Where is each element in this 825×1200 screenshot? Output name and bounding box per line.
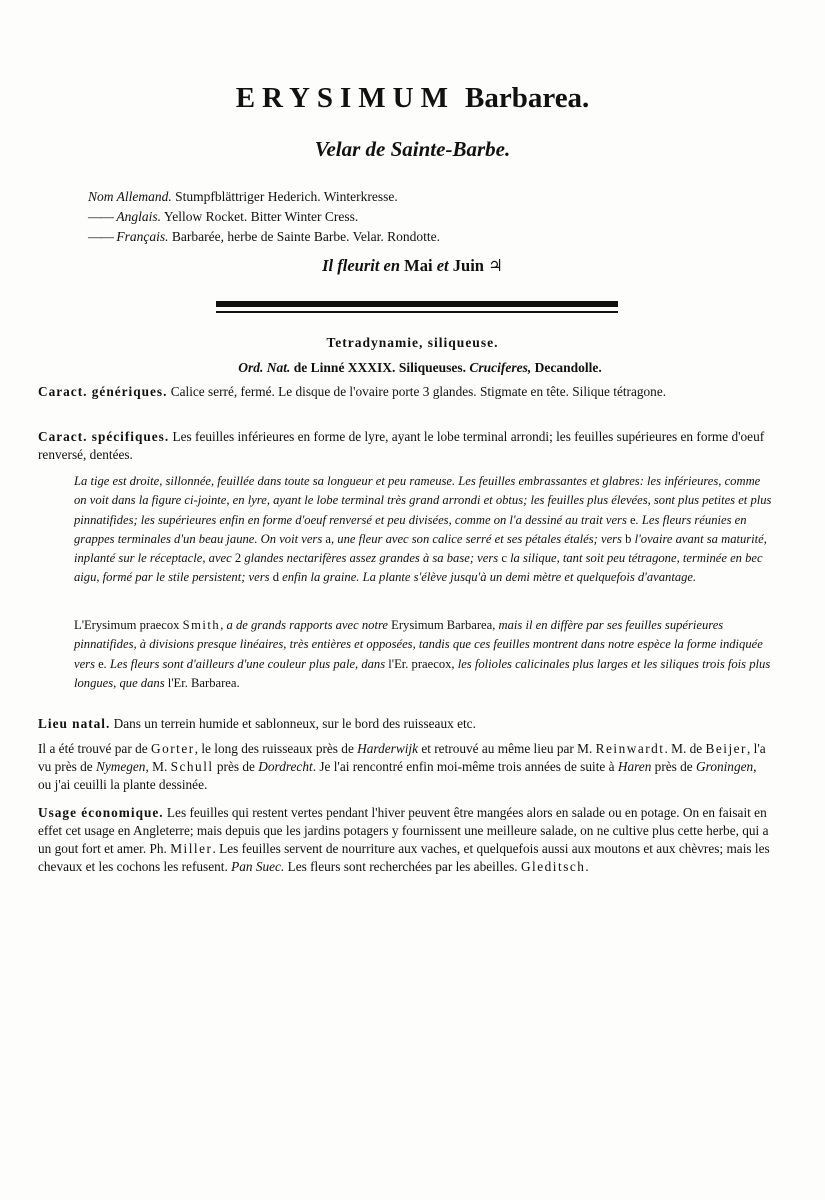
ditto-dash: —— (88, 209, 113, 224)
person-name: Schull (170, 759, 214, 774)
specific-text: Les feuilles inférieures en forme de lyre, ayant le lobe terminal arrondi; les feuilles supérieures en forme d'oeuf renversé, dentées. (38, 429, 765, 462)
divider-rule (216, 311, 618, 313)
order-abbr: Ord. Nat. (238, 360, 291, 375)
plant-description (74, 472, 772, 588)
citation: Pan Suec. (231, 859, 285, 874)
comparison-text: , a de grands rapports avec notre (220, 618, 388, 632)
common-name-row (88, 207, 440, 227)
place-name: Groningen (696, 759, 754, 774)
author-name: Smith (182, 618, 221, 632)
generic-label: Caract. génériques. (38, 384, 168, 399)
common-name-row (88, 227, 440, 247)
person-name: Reinwardt (595, 741, 665, 756)
classification: Tetradynamie, siliqueuse. (326, 335, 499, 350)
usage-text: . Les feuilles servent de nourriture aux vaches, et quelquefois aussi aux moutons et aux chèvres; mais les chevaux et les cochons les refusent. (38, 841, 770, 874)
description-text: enfin la graine. La plante s'élève jusqu'à un demi mètre et quelquefois d'avantage. (282, 570, 697, 585)
person-name: Beijer (705, 741, 747, 756)
order-siliqueuses: Siliqueuses. (398, 360, 466, 375)
description-text: l'ovaire avant sa maturité, inplanté sur le réceptacle, avec (74, 531, 767, 566)
common-names (88, 187, 440, 247)
page-subtitle: Velar de Sainte-Barbe. (314, 137, 511, 161)
species-name: L'Erysimum praecox (74, 618, 180, 632)
generic-text: Calice serré, fermé. Le disque de l'ovaire porte 3 glandes. Stigmate en tête. Silique tétragone. (170, 384, 667, 399)
habitat-text: Dans un terrein humide et sablonneux, sur le bord des ruisseaux etc. (113, 716, 476, 731)
flowering-period (0, 256, 825, 276)
localities-text: , l'a vu près de (38, 741, 766, 774)
specific-characters (38, 428, 773, 464)
habitat-label: Lieu natal. (38, 716, 111, 731)
localities-text: près de (654, 759, 693, 774)
place-name: Haren (617, 759, 652, 774)
page-title (0, 82, 825, 115)
usage-text: Les fleurs sont recherchées par les abeilles. (287, 859, 518, 874)
common-name-value: Yellow Rocket. Bitter Winter Cress. (163, 209, 359, 224)
usage-text: Les feuilles qui restent vertes pendant l'hiver peuvent être mangées alors en salade ou en potage. On en faisait en effet cet usage en Angleterre; mais depuis que les jardins potagers y fournissent une meilleure salade, on ne cultive plus cette herbe, qui a un gout fort et amer. Ph. (38, 805, 769, 856)
figure-ref: 2 (234, 551, 242, 566)
divider-rule (216, 301, 618, 307)
flowering-month: Mai (404, 256, 433, 275)
title-genus: ERYSIMUM (235, 82, 455, 114)
species-comparison (74, 616, 772, 693)
description-text: la silique, tant soit peu tétragone, terminée en bec aigu, formé par le stile persistent; vers (74, 551, 763, 585)
comparison-text: , les folioles calicinales plus larges et les siliques trois fois plus longues, que dans (74, 656, 771, 690)
description-text: , une fleur avec son calice serré et ses pétales étalés; vers (331, 531, 622, 546)
common-name-value: Stumpfblättriger Hederich. Winterkresse. (175, 189, 398, 204)
person-name: Gorter (150, 741, 195, 756)
figure-ref: b (625, 531, 632, 546)
description-text: La tige est droite, sillonnée, feuillée dans toute sa longueur et peu rameuse. Les feuilles embrassantes et glabres: les inférieures, comme on voit dans la figure ci-jointe, en lyre, ayant le lobe terminal très grand arrondi et obtus; les feuilles plus élevées, sont plus petites et plus pinnatifides; les supérieures enfin en forme d'oeuf renversé et peu divisées, comme on l'a dessiné au trait vers (74, 474, 772, 527)
common-name-label: Anglais. (116, 209, 162, 224)
order-cruciferes: Cruciferes, (469, 360, 532, 375)
common-name-label: Nom Allemand. (88, 189, 172, 204)
species-name: Erysimum Barbarea (391, 618, 493, 632)
localities-text: . M. de (664, 741, 703, 756)
place-name: Dordrecht (258, 759, 313, 774)
person-name: Miller (170, 841, 213, 856)
figure-ref: d (272, 570, 279, 585)
common-name-value: Barbarée, herbe de Sainte Barbe. Velar. Rondotte. (171, 229, 441, 244)
order-decandolle: Decandolle. (534, 360, 602, 375)
place-name: Nymegen (95, 759, 146, 774)
order-linne: Linné XXXIX. (310, 360, 396, 375)
flowering-phrase: Il fleurit en (322, 256, 401, 275)
ditto-dash: —— (88, 229, 113, 244)
figure-ref: c (501, 551, 507, 566)
place-name: Harderwijk (357, 741, 418, 756)
flowering-month: Juin (452, 256, 484, 275)
localities-text: , le long des ruisseaux près de (194, 741, 354, 756)
localities (38, 740, 773, 794)
natural-order (160, 360, 680, 376)
generic-characters (38, 383, 773, 401)
specific-label: Caract. spécifiques. (38, 429, 170, 444)
native-habitat (38, 715, 773, 733)
figure-ref: a (325, 531, 331, 546)
species-name: l'Er. praecox (388, 656, 452, 671)
common-name-row (88, 187, 440, 207)
title-species: Barbarea. (465, 82, 590, 114)
figure-ref: e (98, 656, 104, 671)
localities-text: près de (216, 759, 255, 774)
economic-usage (38, 804, 773, 876)
localities-text: et retrouvé au même lieu par M. (421, 741, 593, 756)
localities-text: , ou j'ai ceuilli la plante dessinée. (38, 759, 757, 792)
species-name: l'Er. Barbarea. (167, 675, 240, 690)
localities-text: . Je l'ai rencontré enfin moi-même trois années de suite à (312, 759, 615, 774)
figure-ref: e (630, 512, 636, 527)
flowering-conj: et (436, 256, 449, 275)
comparison-text: . Les fleurs sont d'ailleurs d'une couleur plus pale, dans (103, 656, 386, 671)
localities-text: Il a été trouvé par de (38, 741, 148, 756)
comparison-text: , mais il en diffère par ses feuilles supérieures pinnatifides, à divisions presque linéaires, très entières et opposées, tandis que ces feuilles montrent dans notre espèce la forme indiquée vers (74, 618, 763, 671)
perennial-symbol-icon: ♃ (488, 256, 503, 275)
description-text: glandes nectarifères assez grandes à sa base; vers (244, 551, 499, 566)
localities-text: , M. (145, 759, 168, 774)
person-name: Gleditsch. (520, 859, 591, 874)
description-text: . Les fleurs réunies en grappes terminales d'un beau jaune. On voit vers (74, 512, 747, 546)
common-name-label: Français. (116, 229, 169, 244)
usage-label: Usage économique. (38, 805, 164, 820)
order-de: de (293, 360, 308, 375)
